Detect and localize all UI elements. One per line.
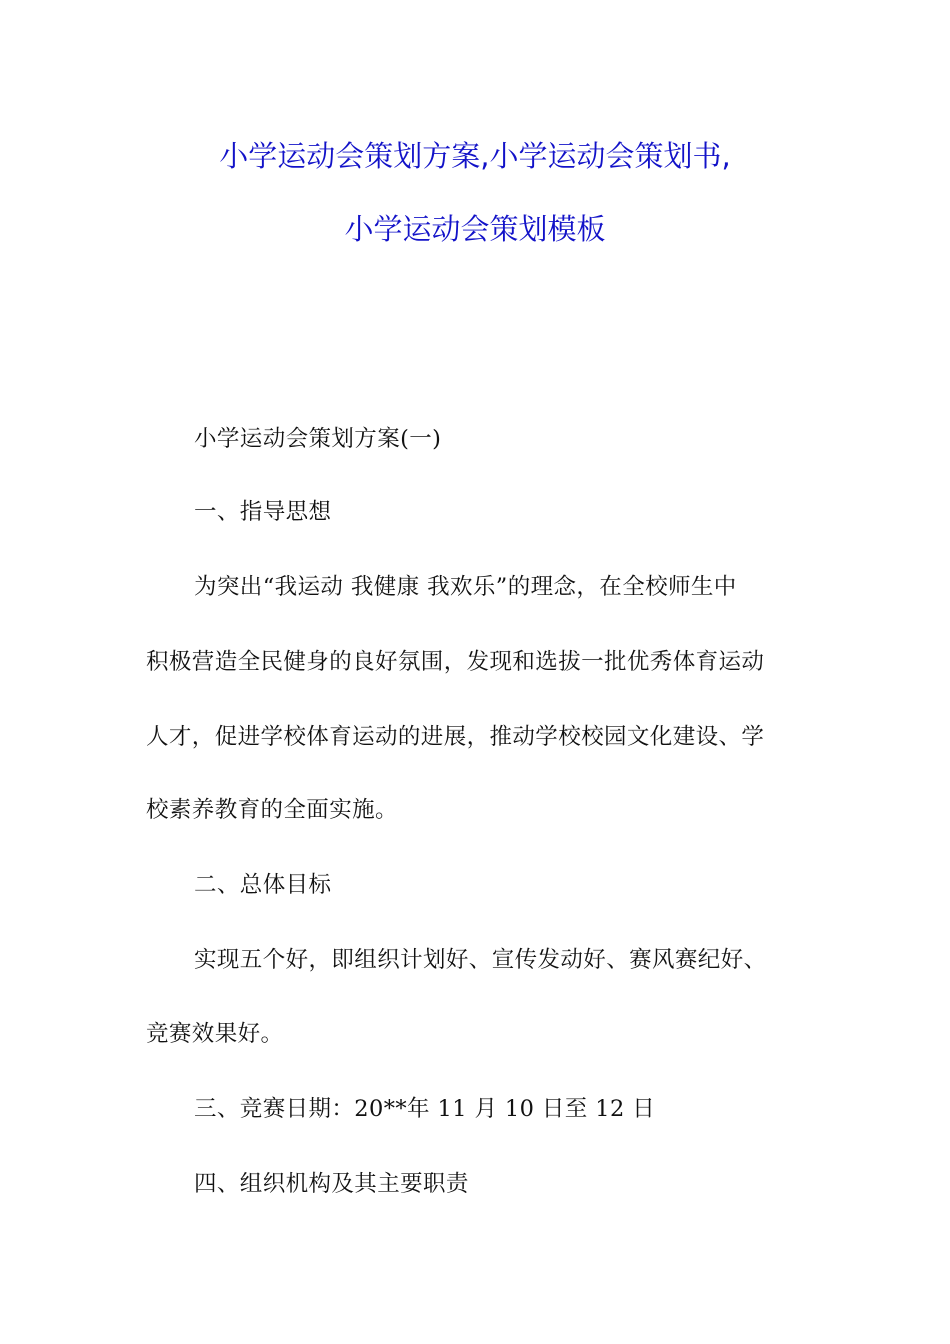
section-1-paragraph-line-1: 为突出“我运动 我健康 我欢乐”的理念，在全校师生中 [194, 574, 737, 600]
section-1-heading: 一、指导思想 [194, 499, 332, 525]
section-1-paragraph-line-2: 积极营造全民健身的良好氛围，发现和选拔一批优秀体育运动 [146, 649, 765, 675]
plan-heading: 小学运动会策划方案(一) [194, 426, 442, 452]
document-title-line-2: 小学运动会策划模板 [344, 212, 606, 246]
section-1-paragraph-line-3: 人才，促进学校体育运动的进展，推动学校校园文化建设、学 [146, 724, 765, 750]
section-2-paragraph-line-2: 竞赛效果好。 [146, 1021, 284, 1047]
section-2-heading: 二、总体目标 [194, 872, 332, 898]
section-3-heading: 三、竞赛日期：20**年 11 月 10 日至 12 日 [194, 1096, 656, 1122]
section-2-paragraph-line-1: 实现五个好，即组织计划好、宣传发动好、赛风赛纪好、 [194, 947, 767, 973]
section-1-paragraph-line-4: 校素养教育的全面实施。 [146, 797, 398, 823]
document-title-line-1: 小学运动会策划方案,小学运动会策划书, [219, 139, 731, 173]
section-4-heading: 四、组织机构及其主要职责 [194, 1171, 469, 1197]
